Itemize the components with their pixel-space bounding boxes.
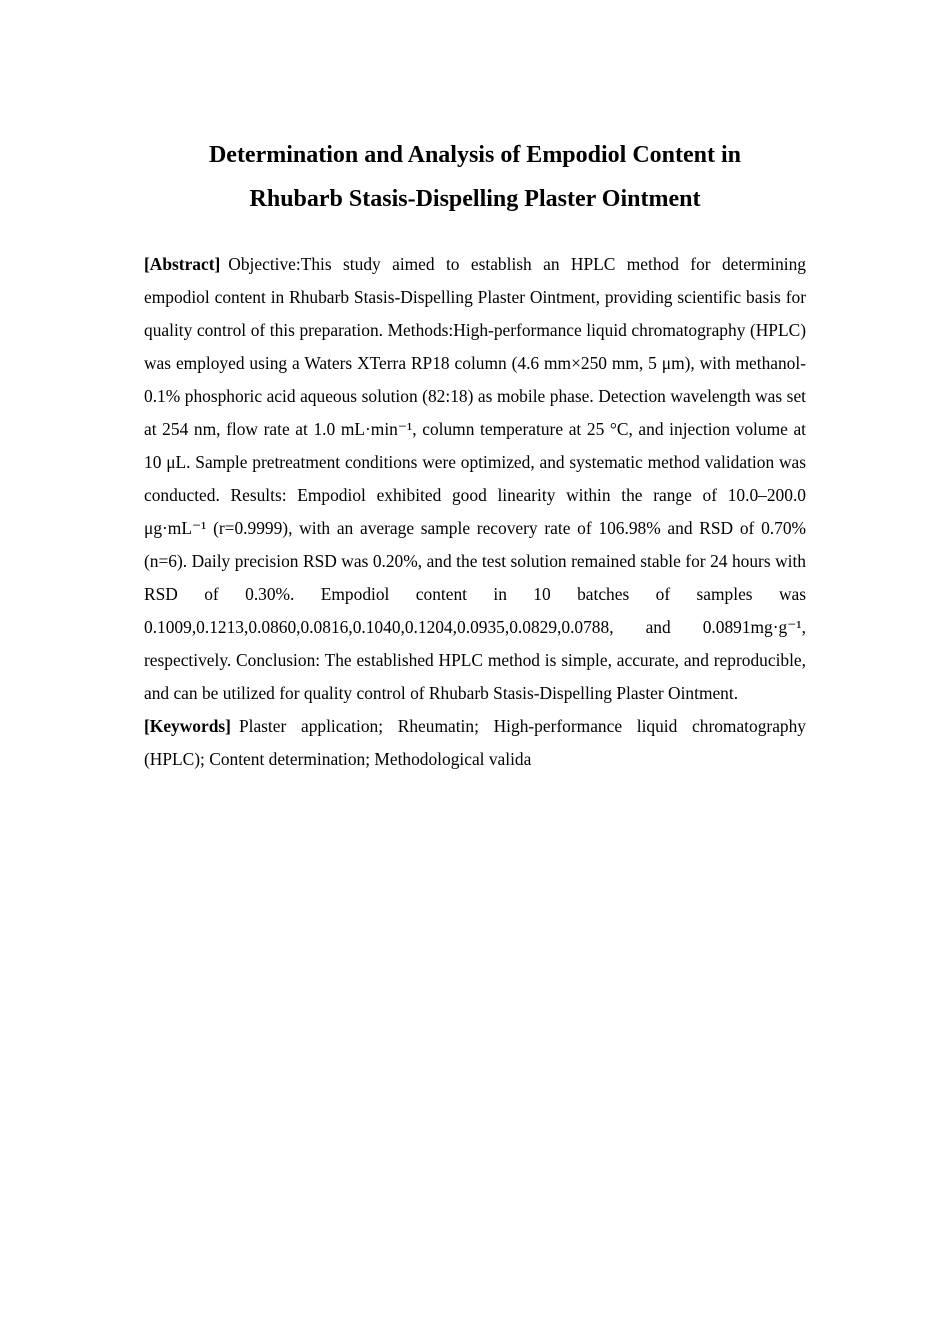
paper-title: [120, 133, 830, 221]
keywords-label: [Keywords]: [144, 716, 231, 736]
keywords-text: Plaster application; Rheumatin; High-performance liquid chromatography (HPLC); Content determination; Methodological valida: [144, 716, 806, 769]
abstract-text: Objective:This study aimed to establish an HPLC method for determining empodiol content in Rhubarb Stasis-Dispelling Plaster Ointment, providing scientific basis for quality control of this preparation. Methods:High-performance liquid chromatography (HPLC) was employed using a Waters XTerra RP18 column (4.6 mm×250 mm, 5 μm), with methanol-0.1% phosphoric acid aqueous solution (82:18) as mobile phase. Detection wavelength was set at 254 nm, flow rate at 1.0 mL·min⁻¹, column temperature at 25 °C, and injection volume at 10 μL. Sample pretreatment conditions were optimized, and systematic method validation was conducted. Results: Empodiol exhibited good linearity within the range of 10.0–200.0 μg·mL⁻¹ (r=0.9999), with an average sample recovery rate of 106.98% and RSD of 0.70% (n=6). Daily precision RSD was 0.20%, and the test solution remained stable for 24 hours with RSD of 0.30%. Empodiol content in 10 batches of samples was 0.1009,0.1213,0.0860,0.0816,0.1040,0.1204,0.0935,0.0829,0.0788, and 0.0891mg·g⁻¹, respectively. Conclusion: The established HPLC method is simple, accurate, and reproducible, and can be utilized for quality control of Rhubarb Stasis-Dispelling Plaster Ointment.: [144, 254, 806, 703]
paper-title-line-1: Determination and Analysis of Empodiol Content in: [208, 142, 742, 168]
abstract-section: [144, 248, 806, 776]
keywords-paragraph: [144, 710, 806, 776]
abstract-paragraph: [144, 248, 806, 710]
paper-title-line-2: Rhubarb Stasis-Dispelling Plaster Ointment: [249, 186, 701, 212]
abstract-label: [Abstract]: [144, 254, 221, 274]
